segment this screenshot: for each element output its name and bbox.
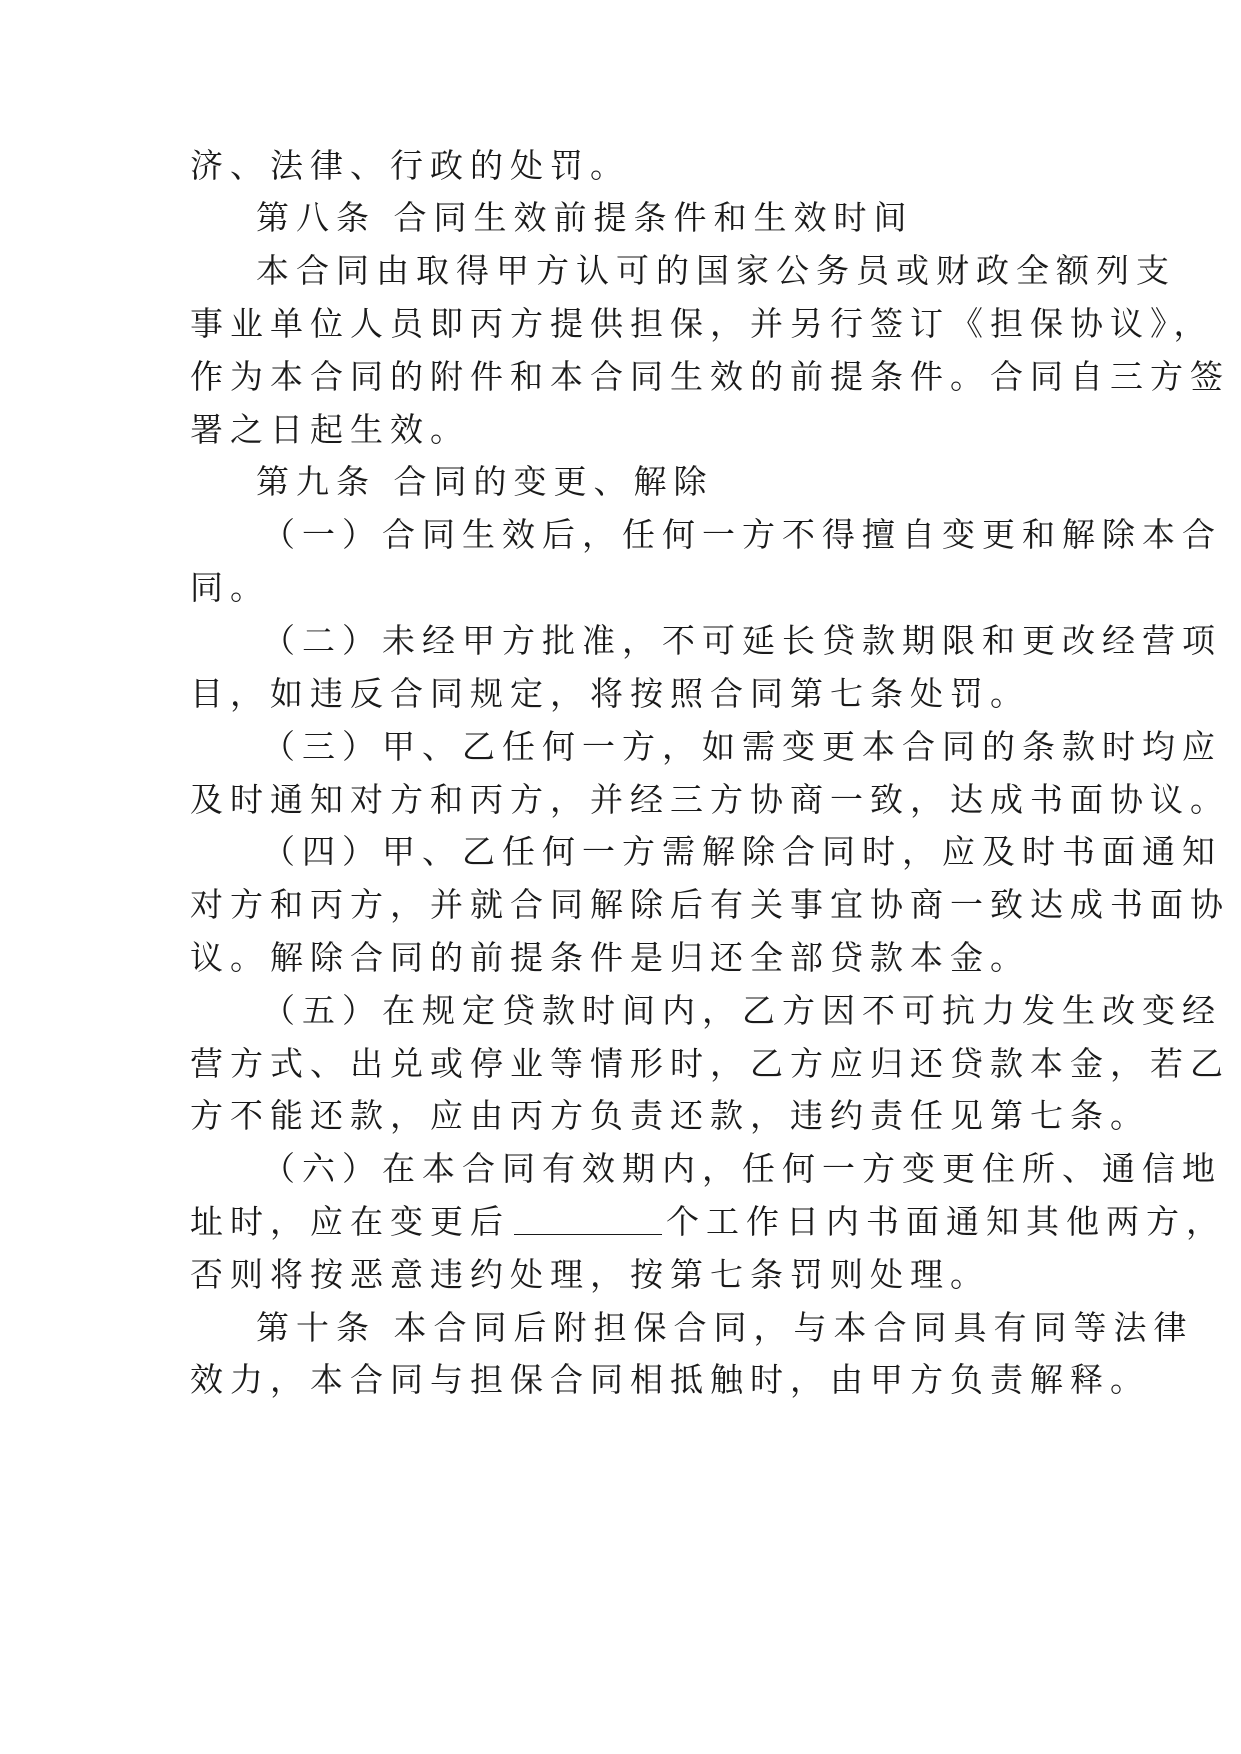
text-line: （六）在本合同有效期内，任何一方变更住所、通信地 <box>262 1149 1222 1188</box>
article-10-heading: 第十条 本合同后附担保合同，与本合同具有同等法律 <box>256 1308 1194 1347</box>
article-8-heading: 第八条 合同生效前提条件和生效时间 <box>256 198 914 237</box>
article-9-heading: 第九条 合同的变更、解除 <box>256 462 714 501</box>
text-line: （二）未经甲方批准，不可延长贷款期限和更改经营项 <box>262 621 1222 660</box>
text-line: 署之日起生效。 <box>190 410 470 449</box>
text-segment: 址时，应在变更后 <box>190 1202 510 1241</box>
text-line: 效力，本合同与担保合同相抵触时，由甲方负责解释。 <box>190 1360 1150 1399</box>
text-line: （三）甲、乙任何一方，如需变更本合同的条款时均应 <box>262 727 1222 766</box>
text-line: 议。解除合同的前提条件是归还全部贷款本金。 <box>190 938 1030 977</box>
text-line: 否则将按恶意违约处理，按第七条罚则处理。 <box>190 1255 990 1294</box>
text-line: （一）合同生效后，任何一方不得擅自变更和解除本合 <box>262 515 1222 554</box>
text-line: 本合同由取得甲方认可的国家公务员或财政全额列支 <box>256 251 1176 290</box>
text-line: 方不能还款，应由丙方负责还款，违约责任见第七条。 <box>190 1096 1150 1135</box>
text-line: 目，如违反合同规定，将按照合同第七条处罚。 <box>190 674 1030 713</box>
text-line: （四）甲、乙任何一方需解除合同时，应及时书面通知 <box>262 832 1222 871</box>
text-line: 对方和丙方，并就合同解除后有关事宜协商一致达成书面协 <box>190 885 1230 924</box>
text-line: （五）在规定贷款时间内，乙方因不可抗力发生改变经 <box>262 991 1222 1030</box>
text-line: 同。 <box>190 568 270 607</box>
text-line: 营方式、出兑或停业等情形时，乙方应归还贷款本金，若乙 <box>190 1044 1230 1083</box>
text-line: 事业单位人员即丙方提供担保，并另行签订《担保协议》， <box>190 304 1214 343</box>
text-line: 作为本合同的附件和本合同生效的前提条件。合同自三方签 <box>190 357 1230 396</box>
text-segment: 个工作日内书面通知其他两方， <box>666 1202 1226 1241</box>
text-line: 及时通知对方和丙方，并经三方协商一致，达成书面协议。 <box>190 780 1230 819</box>
text-line: 济、法律、行政的处罚。 <box>190 146 630 185</box>
fill-in-blank[interactable] <box>514 1204 662 1235</box>
text-line-with-blank <box>190 1202 1226 1242</box>
